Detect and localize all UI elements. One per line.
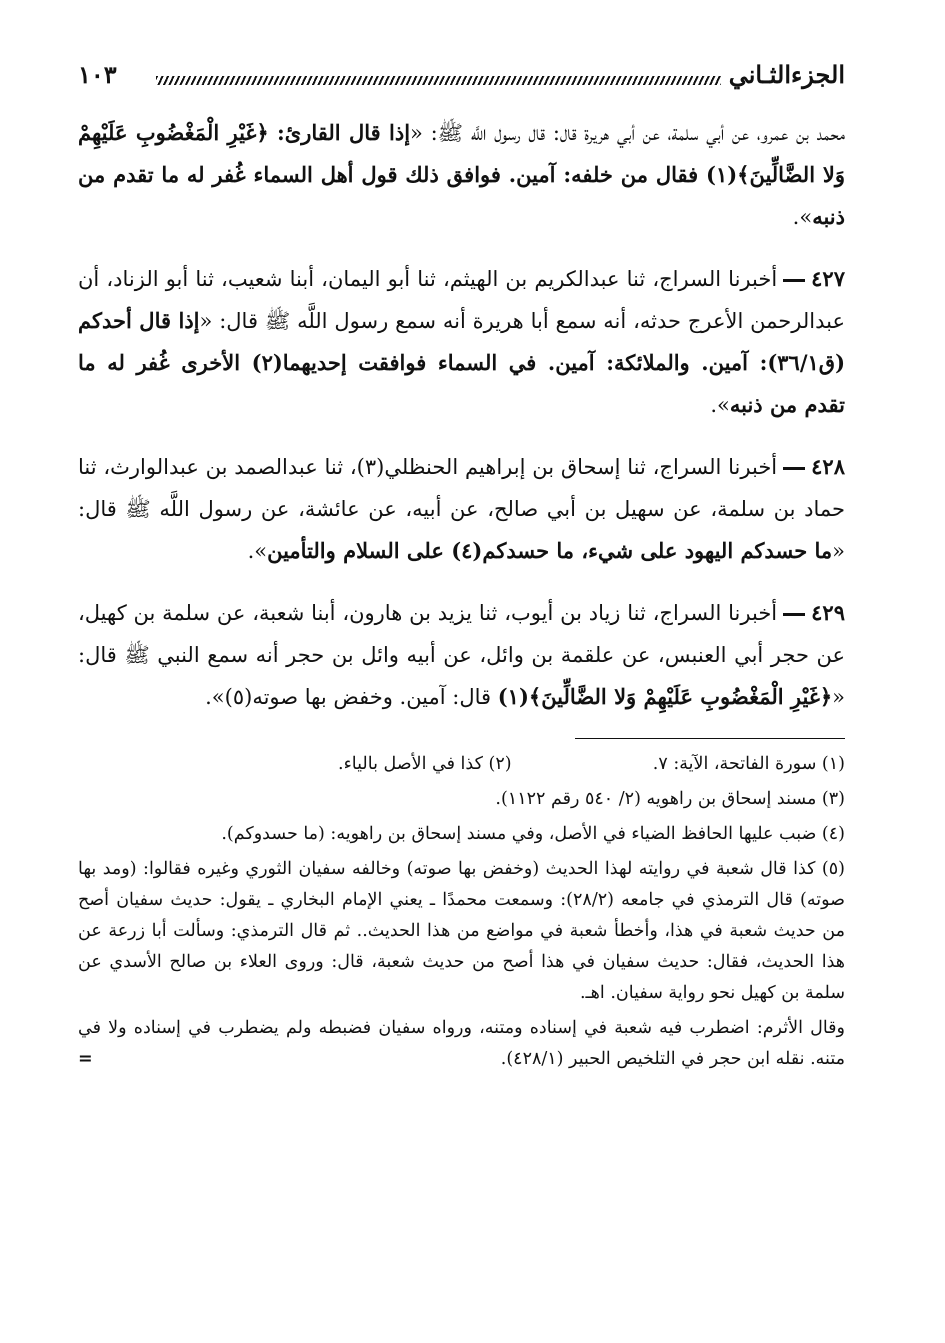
footnote-3: (٣) مسند إسحاق بن راهويه (٢/ ٥٤٠ رقم ١١٢٢).: [495, 789, 845, 809]
hadith-number: ٤٢٨: [811, 454, 845, 479]
hadith-chain: أخبرنا السراج، ثنا زياد بن أيوب، ثنا يزيد بن هارون، أبنا شعبة، عن سلمة بن كهيل، عن حجر أبي العنبس، عن علقمة بن وائل، عن أبيه وائل بن حجر أنه سمع النبي ﷺ قال: «: [78, 601, 845, 709]
hadith-close: قال: آمين. وخفض بها صوته(٥)».: [205, 685, 498, 709]
footnote-rule: [575, 738, 845, 739]
continuation-mark: =: [78, 1049, 93, 1069]
intro-chain: محمد بن عمرو، عن أبي سلمة، عن أبي هريرة قال: قال رسول اللَّه ﷺ: «: [410, 121, 846, 145]
footnote-5: (٥) كذا قال شعبة في روايته لهذا الحديث (وخفض بها صوته) وخالفه سفيان الثوري وغيره فقالوا: (ومد بها صوته) قال الترمذي في جامعه (٢٨/٢): وسمعت محمدًا ـ يعني الإمام البخاري ـ يقول: حديث سفيان أصح من حديث شعبة في هذا، وأخطأ شعبة في مواضع من هذا الحديث.. ثم قال الترمذي: وسألت أبا زرعة عن هذا الحديث، فقال: حديث سفيان في هذا أصح من حديث شعبة، قال: وروى العلاء بن صالح الأسدي عن سلمة بن كهيل نحو رواية سفيان. اهـ.: [78, 859, 845, 1003]
hadith-close: ».: [710, 393, 730, 417]
footnotes: [78, 738, 845, 1075]
document-page: [78, 52, 845, 1079]
volume-title: الجزءالثـاني: [728, 60, 845, 89]
intro-paragraph: [78, 112, 845, 238]
footnote-2: (٢) كذا في الأصل بالياء.: [338, 754, 512, 774]
hadith-chain: أخبرنا السراج، ثنا عبدالكريم بن الهيثم، ثنا أبو اليمان، أبنا شعيب، ثنا أبو الزناد، أن عبدالرحمن الأعرج حدثه، أنه سمع أبا هريرة أنه سمع رسول اللَّه ﷺ قال: «: [78, 267, 845, 333]
hadith-number: ٤٢٩: [811, 600, 845, 625]
page-header: [78, 52, 845, 92]
page-number: ١٠٣: [78, 60, 117, 89]
hadith-chain: أخبرنا السراج، ثنا إسحاق بن إبراهيم الحنظلي(٣)، ثنا عبدالصمد بن عبدالوارث، ثنا حماد بن سلمة، عن سهيل بن أبي صالح، عن أبيه، عن عائشة، عن رسول اللَّه ﷺ قال: «: [78, 455, 845, 563]
header-rule: [156, 76, 721, 85]
footnote-1: (١) سورة الفاتحة، الآية: ٧.: [652, 754, 845, 774]
intro-close: ».: [792, 205, 813, 229]
hadith-427: [78, 258, 845, 426]
separator-dash: [783, 613, 805, 616]
hadith-matn: ﴿غَيْرِ الْمَغْضُوبِ عَلَيْهِمْ وَلا الضَّالِّينَ﴾(١): [497, 684, 833, 709]
footnote-5-continued: [78, 1013, 845, 1075]
footnote-5-label: وقال الأثرم:: [756, 1018, 845, 1038]
hadith-429: [78, 592, 845, 718]
main-text: [78, 112, 845, 718]
hadith-close: ».: [247, 539, 268, 563]
hadith-matn: إذا قال أحدكم (ق٣٦/١): آمين. والملائكة: آمين. في السماء فوافقت إحديهما(٢) الأخرى غُفر له ما تقدم من ذنبه: [78, 308, 846, 417]
separator-dash: [783, 467, 805, 470]
hadith-428: [78, 446, 845, 572]
separator-dash: [783, 279, 805, 282]
footnote-4: (٤) ضبب عليها الحافظ الضياء في الأصل، وفي مسند إسحاق بن راهويه: (ما حسدوكم).: [221, 824, 845, 844]
intro-matn: إذا قال القارئ: ﴿غَيْرِ الْمَغْضُوبِ عَلَيْهِمْ وَلا الضَّالِّينَ﴾(١) فقال من خلفه: آمين. فوافق ذلك قول أهل السماء غُفر له ما تقدم من ذنبه: [78, 120, 845, 229]
footnote-row-1-2: [78, 749, 845, 780]
hadith-number: ٤٢٧: [811, 266, 845, 291]
footnote-5-text: اضطرب فيه شعبة في إسناده ومتنه، ورواه سفيان فضبطه ولم يضطرب في إسناده ولا في متنه. نقله ابن حجر في التلخيص الحبير (٤٢٨/١).: [78, 1018, 845, 1069]
hadith-matn: ما حسدكم اليهود على شيء، ما حسدكم(٤) على السلام والتأمين: [267, 538, 833, 563]
